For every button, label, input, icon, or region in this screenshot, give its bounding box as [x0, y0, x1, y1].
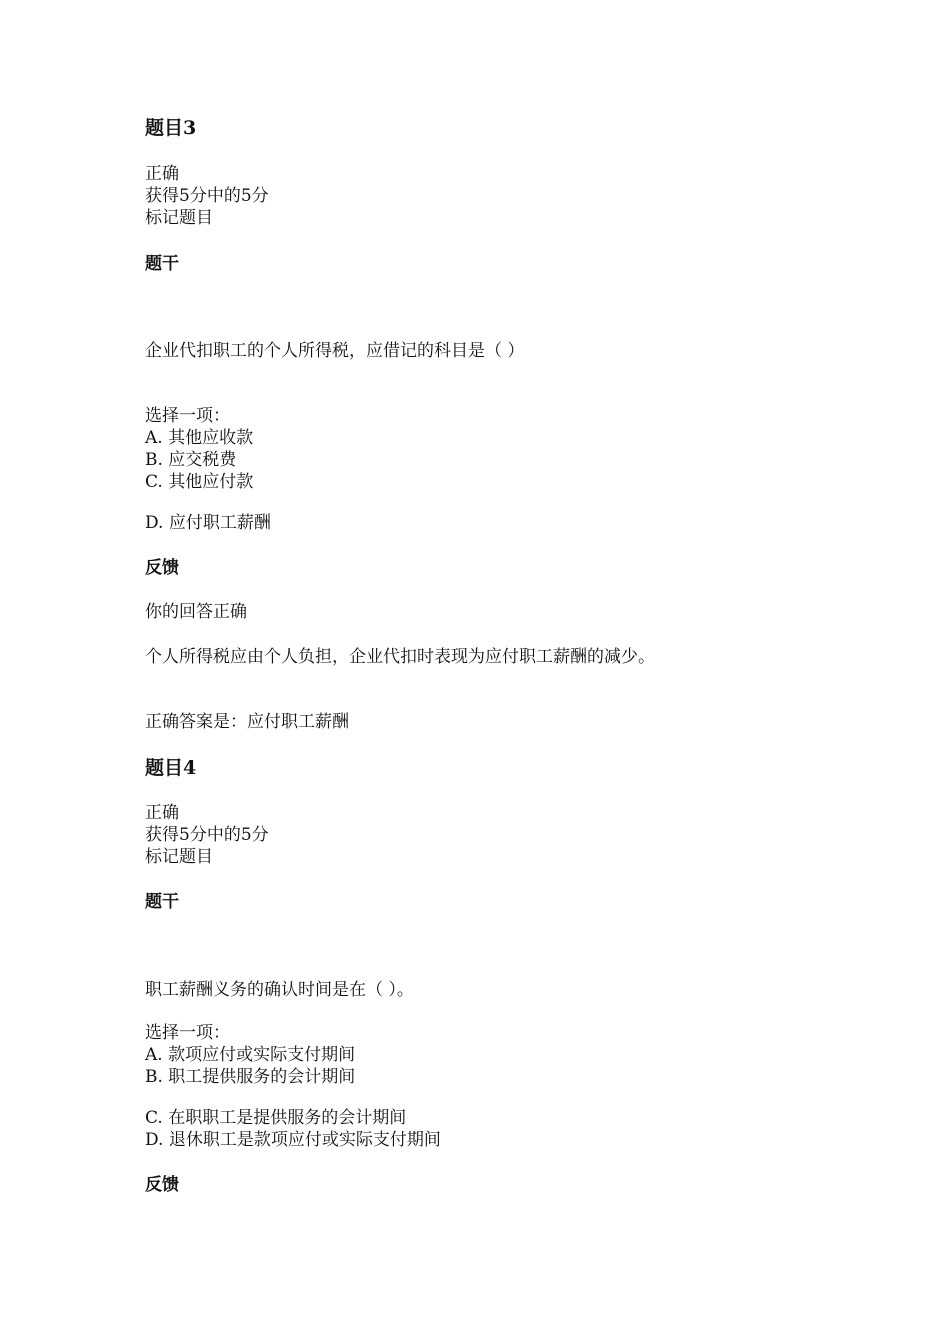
- question-3-option-d[interactable]: D. 应付职工薪酬: [145, 513, 271, 533]
- question-3-option-b[interactable]: B. 应交税费: [145, 450, 237, 470]
- question-4-option-c[interactable]: C. 在职职工是提供服务的会计期间: [145, 1108, 407, 1128]
- question-3-select-prompt: 选择一项：: [145, 406, 230, 426]
- question-3-option-a[interactable]: A. 其他应收款: [145, 428, 254, 448]
- question-3-title: 题目3: [145, 117, 197, 139]
- question-4-stem-label: 题干: [145, 892, 179, 912]
- question-4-flag-link[interactable]: 标记题目: [145, 847, 213, 867]
- question-3-feedback-result: 你的回答正确: [145, 602, 247, 622]
- question-4-option-d[interactable]: D. 退休职工是款项应付或实际支付期间: [145, 1130, 441, 1150]
- question-4-option-b[interactable]: B. 职工提供服务的会计期间: [145, 1067, 356, 1087]
- question-3-stem-label: 题干: [145, 254, 179, 274]
- question-4-status: 正确: [145, 803, 179, 823]
- question-4-text: 职工薪酬义务的确认时间是在（ ）。: [145, 980, 414, 1000]
- question-4-option-a[interactable]: A. 款项应付或实际支付期间: [145, 1045, 356, 1065]
- question-4-score: 获得5分中的5分: [145, 825, 269, 845]
- question-4-title: 题目4: [145, 757, 197, 779]
- question-3-score: 获得5分中的5分: [145, 186, 269, 206]
- question-3-flag-link[interactable]: 标记题目: [145, 208, 213, 228]
- question-3-explanation: 个人所得税应由个人负担，企业代扣时表现为应付职工薪酬的减少。: [145, 647, 655, 667]
- question-3-feedback-label: 反馈: [145, 558, 179, 578]
- question-4-select-prompt: 选择一项：: [145, 1023, 230, 1043]
- question-3-status: 正确: [145, 164, 179, 184]
- question-3-text: 企业代扣职工的个人所得税，应借记的科目是（ ）: [145, 341, 525, 361]
- question-4-feedback-label: 反馈: [145, 1175, 179, 1195]
- question-3-correct-answer: 正确答案是：应付职工薪酬: [145, 712, 349, 732]
- question-3-option-c[interactable]: C. 其他应付款: [145, 472, 254, 492]
